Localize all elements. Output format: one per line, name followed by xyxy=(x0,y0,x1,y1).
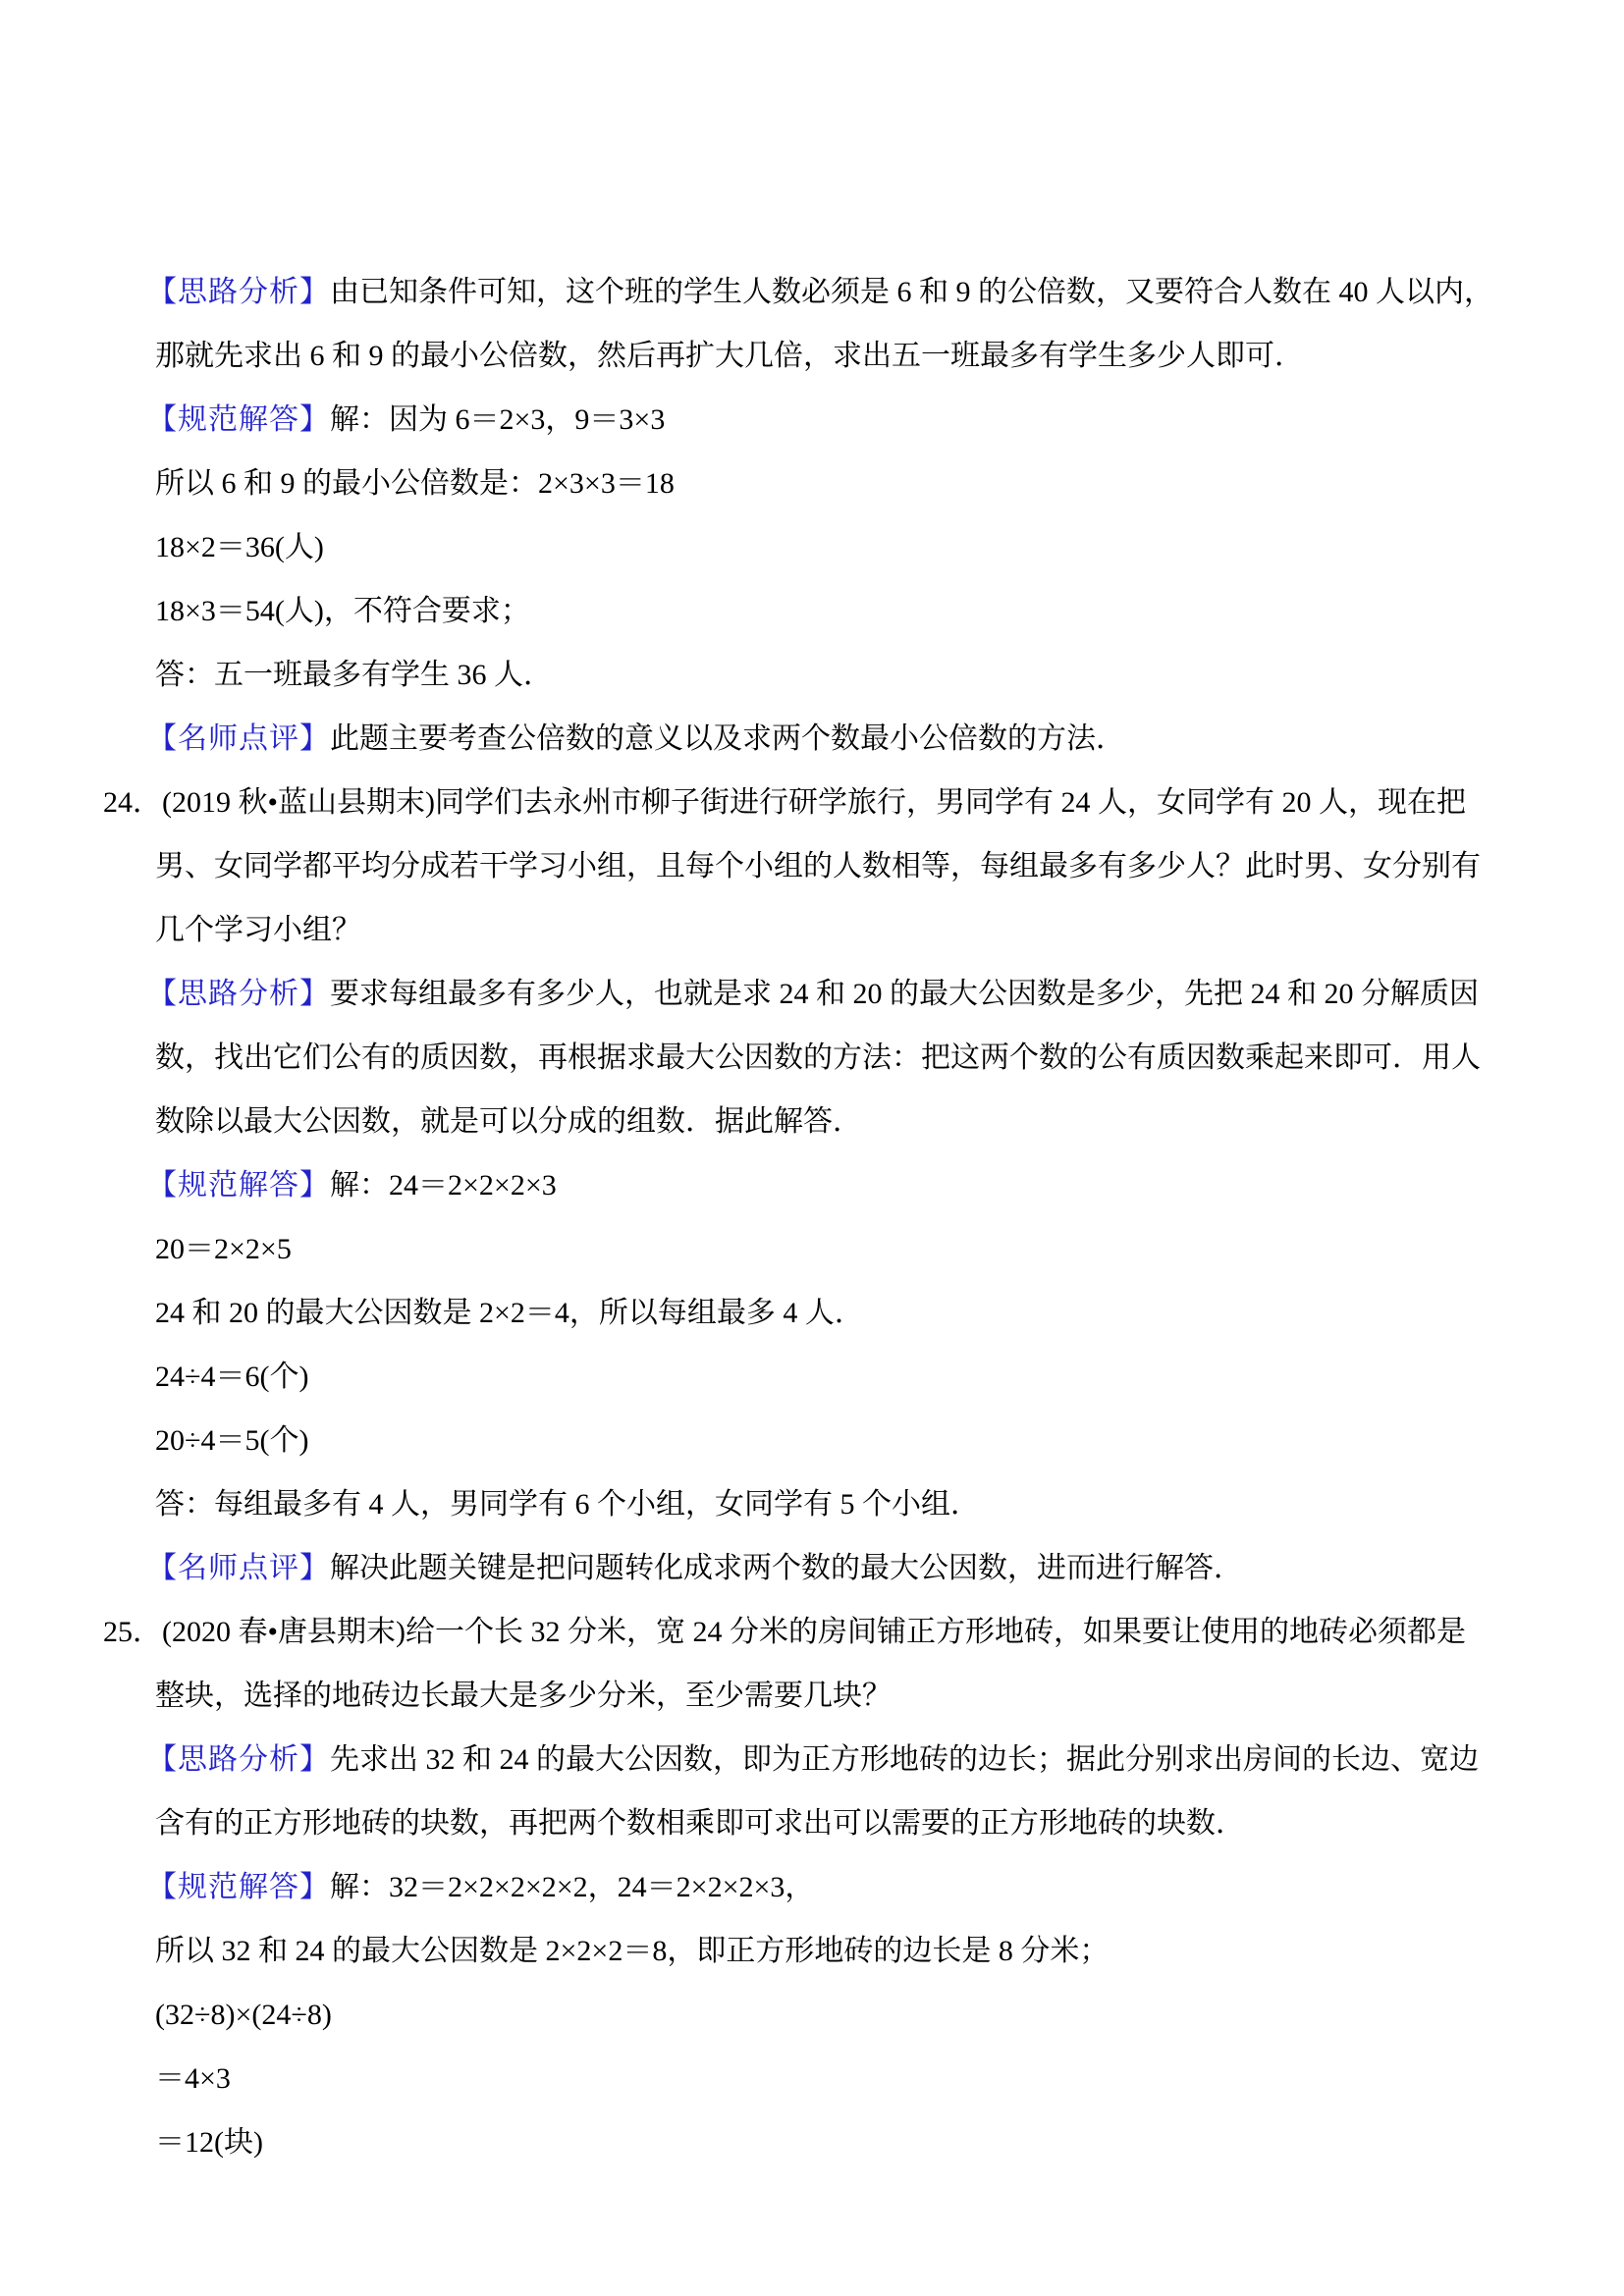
document-line xyxy=(0,2047,1624,2159)
document-body xyxy=(0,196,1624,2159)
section-label: 【规范解答】 xyxy=(147,1169,330,1201)
line-text: 整块，选择的地砖边长最大是多少分米，至少需要几块？ xyxy=(155,1680,892,1712)
line-text: 数除以最大公因数，就是可以分成的组数．据此解答． xyxy=(155,1105,862,1138)
document-line xyxy=(0,196,1624,308)
line-text: 含有的正方形地砖的块数，再把两个数相乘即可求出可以需要的正方形地砖的块数． xyxy=(155,1807,1245,1840)
section-label: 【规范解答】 xyxy=(147,1871,330,1903)
line-text: 解：32＝2×2×2×2×2，24＝2×2×2×3， xyxy=(330,1871,815,1903)
line-text: 答：五一班最多有学生 36 人． xyxy=(155,659,553,691)
section-label: 【思路分析】 xyxy=(147,1743,330,1776)
line-text: 那就先求出 6 和 9 的最小公倍数，然后再扩大几倍，求出五一班最多有学生多少人即可． xyxy=(155,340,1304,372)
section-label: 【思路分析】 xyxy=(147,978,330,1010)
line-text: 20＝2×2×5 xyxy=(155,1233,292,1265)
line-text: (2020 春•唐县期末)给一个长 32 分米，宽 24 分米的房间铺正方形地砖，如果要让使用的地砖必须都是 xyxy=(162,1616,1466,1648)
section-label: 【思路分析】 xyxy=(147,276,330,308)
line-text: 男、女同学都平均分成若干学习小组，且每个小组的人数相等，每组最多有多少人？此时男、女分别有 xyxy=(155,850,1481,882)
problem-number: 24． xyxy=(103,786,162,819)
line-text: 所以 6 和 9 的最小公倍数是：2×3×3＝18 xyxy=(155,467,675,500)
line-text: 24 和 20 的最大公因数是 2×2＝4，所以每组最多 4 人． xyxy=(155,1297,864,1329)
line-text: ＝4×3 xyxy=(155,2062,231,2095)
line-text: 解：因为 6＝2×3，9＝3×3 xyxy=(330,403,666,436)
line-text: 先求出 32 和 24 的最大公因数，即为正方形地砖的边长；据此分别求出房间的长边、宽边 xyxy=(330,1743,1479,1776)
section-label: 【规范解答】 xyxy=(147,403,330,436)
line-text: (2019 秋•蓝山县期末)同学们去永州市柳子街进行研学旅行，男同学有 24 人，女同学有 20 人，现在把 xyxy=(162,786,1466,819)
line-text: 答：每组最多有 4 人，男同学有 6 个小组，女同学有 5 个小组． xyxy=(155,1488,980,1521)
section-label: 【名师点评】 xyxy=(147,722,330,755)
line-text: 所以 32 和 24 的最大公因数是 2×2×2＝8，即正方形地砖的边长是 8 分米； xyxy=(155,1935,1110,1967)
line-text: 24÷4＝6(个) xyxy=(155,1361,309,1393)
line-text: 数，找出它们公有的质因数，再根据求最大公因数的方法：把这两个数的公有质因数乘起来即可．用人 xyxy=(155,1041,1481,1074)
line-text: 解决此题关键是把问题转化成求两个数的最大公因数，进而进行解答． xyxy=(330,1552,1243,1584)
line-text: 此题主要考查公倍数的意义以及求两个数最小公倍数的方法． xyxy=(330,722,1125,755)
line-text: 解：24＝2×2×2×3 xyxy=(330,1169,557,1201)
line-text: 要求每组最多有多少人，也就是求 24 和 20 的最大公因数是多少，先把 24 和 20 分解质因 xyxy=(330,978,1479,1010)
line-text: 几个学习小组？ xyxy=(155,914,361,946)
line-text: ＝12(块) xyxy=(155,2126,263,2159)
line-text: 20÷4＝5(个) xyxy=(155,1424,309,1457)
line-text: 由已知条件可知，这个班的学生人数必须是 6 和 9 的公倍数，又要符合人数在 40 人以内， xyxy=(330,276,1493,308)
line-text: 18×2＝36(人) xyxy=(155,531,324,563)
line-text: (32÷8)×(24÷8) xyxy=(155,1999,332,2031)
section-label: 【名师点评】 xyxy=(147,1552,330,1584)
line-text: 18×3＝54(人)，不符合要求； xyxy=(155,595,530,627)
problem-number: 25． xyxy=(103,1616,162,1648)
